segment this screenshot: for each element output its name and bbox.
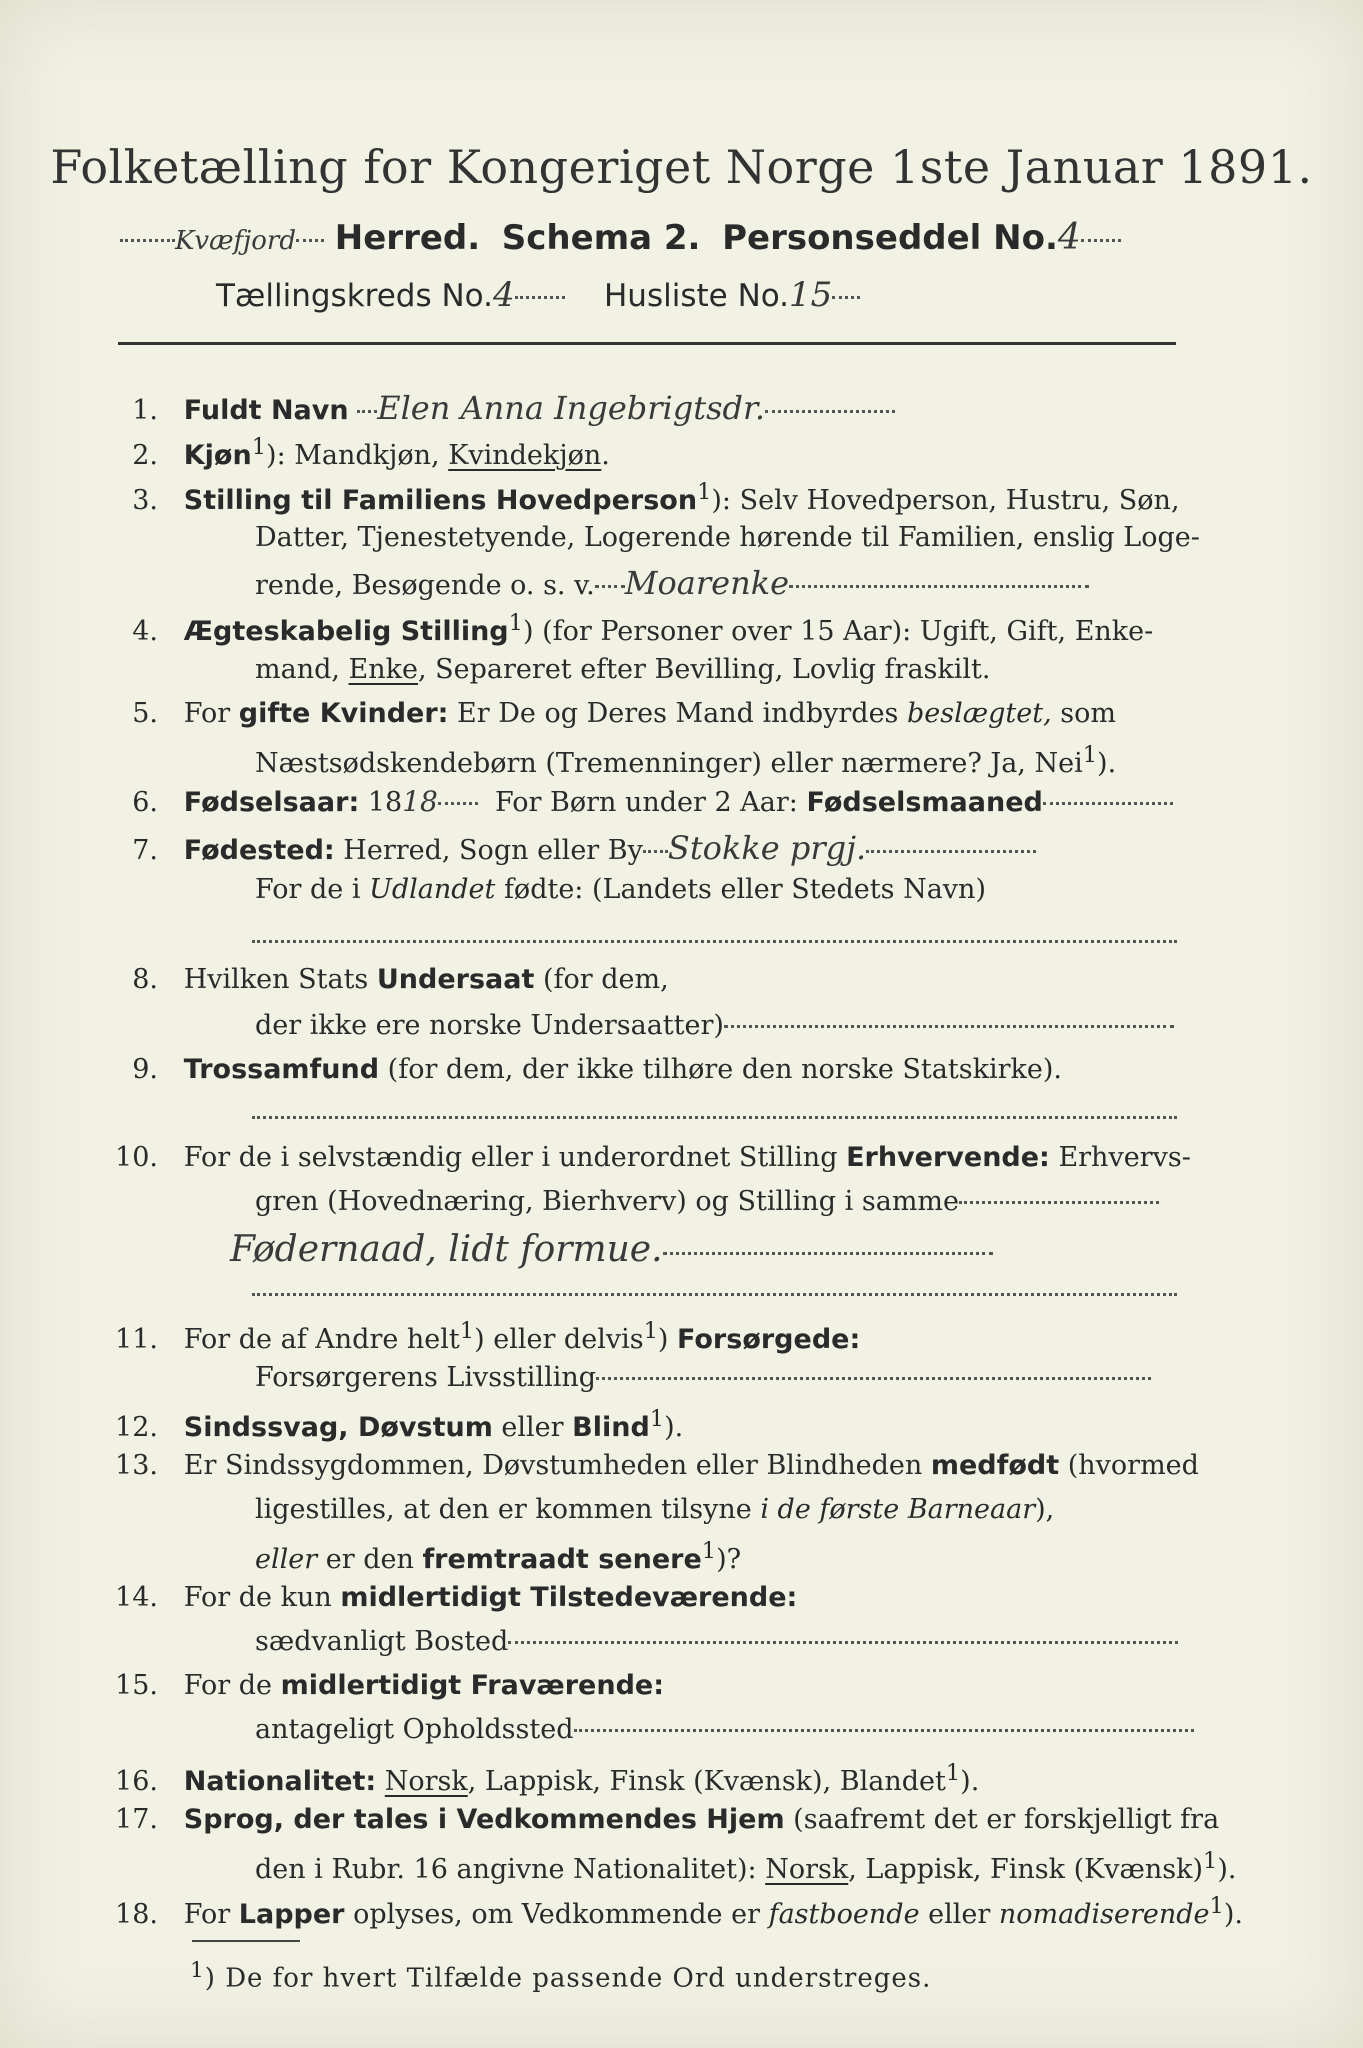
dots <box>866 850 1036 853</box>
blank-line <box>252 940 1177 943</box>
footnote <box>190 1960 931 1992</box>
congenital-label: medfødt <box>930 1450 1060 1481</box>
item-11-line2 <box>255 1364 1151 1391</box>
item-4 <box>88 612 1153 645</box>
footnote-mark: 1 <box>1209 1893 1224 1919</box>
dots <box>724 1025 1174 1028</box>
text: Herred, Sogn eller By <box>343 835 643 866</box>
dots <box>574 1729 1194 1732</box>
footnote-text: ) De for hvert Tilfælde passende Ord understreges. <box>204 1963 932 1994</box>
dots <box>789 585 1089 588</box>
text: For <box>183 1899 239 1930</box>
text: (saafremt det er forskjelligt fra <box>784 1804 1220 1835</box>
item-number: 12. <box>115 1412 158 1443</box>
footnote-mark: 1 <box>459 1318 475 1344</box>
text: Hvilken Stats <box>183 964 377 995</box>
herred-value: Kvæfjord <box>175 226 296 256</box>
text: For de i <box>255 874 370 905</box>
family-position-label: Stilling til Familiens Hovedperson <box>183 485 698 516</box>
family-position-value: Moarenke <box>624 564 790 602</box>
text: (for dem, der ikke tilhøre den norske Statskirke). <box>379 1054 1062 1085</box>
text: Er Sindssygdommen, Døvstumheden eller Blindheden <box>183 1450 931 1481</box>
text: Forsørgerens Livsstilling <box>255 1362 597 1393</box>
text: antageligt Opholdssted <box>255 1714 574 1745</box>
nationality-selected: Norsk <box>384 1766 468 1797</box>
gender-label: Kjøn <box>183 440 252 471</box>
item-2 <box>88 436 610 469</box>
text: Er De og Deres Mand indbyrdes <box>448 698 907 729</box>
text: eller <box>919 1899 999 1930</box>
text: Erhvervs- <box>1049 1142 1191 1173</box>
item-3 <box>88 481 1180 514</box>
text: Udlandet <box>369 874 496 905</box>
personseddel-value: 4 <box>1057 217 1081 258</box>
text: ) eller delvis <box>474 1324 644 1355</box>
item-number: 14. <box>115 1582 158 1613</box>
text: eller <box>492 1412 573 1443</box>
item-13-line2 <box>255 1496 1054 1523</box>
text: sædvanligt Bosted <box>255 1626 509 1657</box>
birth-year-prefix: 18 <box>367 787 403 818</box>
item-13-line3 <box>255 1540 741 1573</box>
text: Næstsødskendebørn (Tremenninger) eller nærmere? Ja, Nei <box>255 748 1083 779</box>
temporarily-present-label: midlertidigt Tilstedeværende: <box>340 1582 798 1613</box>
occupation-value: Fødernaad, lidt formue. <box>230 1229 663 1270</box>
nationality-label: Nationalitet: <box>183 1766 377 1797</box>
item-18 <box>88 1895 1243 1928</box>
text: ): Selv Hovedperson, Hustru, Søn, <box>711 485 1180 516</box>
footnote-mark: 1 <box>643 1318 658 1344</box>
personseddel-label: Personseddel No. <box>722 218 1058 258</box>
item-number: 2. <box>132 440 158 471</box>
text: For <box>183 698 239 729</box>
item-17-line2 <box>255 1850 1237 1883</box>
footnote-mark: 1 <box>508 610 523 636</box>
header-rule <box>118 342 1176 345</box>
footnote-mark: 1 <box>1203 1848 1218 1874</box>
birthplace-value: Stokke prgj. <box>667 829 867 867</box>
later-onset-label: fremtraadt senere <box>422 1544 702 1575</box>
full-name-label: Fuldt Navn <box>183 395 349 426</box>
text: fødte: (Landets eller Stedets Navn) <box>495 874 986 905</box>
punct: ). <box>1217 1854 1237 1885</box>
item-8-line2 <box>255 1012 1174 1039</box>
item-10-line2 <box>255 1188 1159 1215</box>
birth-year-value: 18 <box>402 785 438 818</box>
temporarily-absent-label: midlertidigt Fraværende: <box>280 1670 665 1701</box>
punct: ). <box>960 1766 980 1797</box>
item-number: 17. <box>115 1804 158 1835</box>
text: eller <box>255 1544 318 1575</box>
language-label: Sprog, der tales i Vedkommendes Hjem <box>183 1804 785 1835</box>
text: For de <box>183 1670 281 1701</box>
item-number: 4. <box>132 616 158 647</box>
herred-line <box>120 217 1121 258</box>
language-selected: Norsk <box>765 1854 849 1885</box>
supported-label: Forsørgede: <box>677 1324 861 1355</box>
text: ) (for Personer over 15 Aar): Ugift, Gift, Enke- <box>522 616 1154 647</box>
birth-month-label: Fødselsmaaned <box>806 787 1043 818</box>
form-title: Folketælling for Kongeriget Norge 1ste Januar 1891. <box>50 140 1313 194</box>
citizenship-label: Undersaat <box>376 964 535 995</box>
item-17 <box>88 1806 1219 1833</box>
item-8 <box>88 966 669 993</box>
text: Datter, Tjenestetyende, Logerende hørende til Familien, enslig Loge- <box>255 522 1200 553</box>
dots <box>765 410 895 413</box>
text: , Separeret efter Bevilling, Lovlig fraskilt. <box>418 654 991 685</box>
dots <box>515 296 565 299</box>
birthplace-label: Fødested: <box>183 835 335 866</box>
text: ligestilles, at den er kommen tilsyne <box>255 1494 761 1525</box>
disability-label: Sindssvag, Døvstum <box>183 1412 493 1443</box>
gender-options: ): Mandkjøn, <box>266 440 449 471</box>
item-7-line2 <box>255 876 986 903</box>
marital-status-selected: Enke <box>348 654 418 685</box>
marital-status-label: Ægteskabelig Stilling <box>183 616 509 647</box>
item-number: 10. <box>115 1142 158 1173</box>
text: beslægtet, <box>906 698 1052 729</box>
blind-label: Blind <box>572 1412 650 1443</box>
dots <box>1043 802 1173 805</box>
footnote-mark: 1 <box>190 1958 205 1983</box>
dots <box>959 1201 1159 1204</box>
item-12 <box>88 1408 683 1441</box>
item-14 <box>88 1584 797 1611</box>
dots <box>596 1377 1151 1380</box>
text: i de første Barneaar <box>760 1494 1036 1525</box>
item-16 <box>88 1762 979 1795</box>
text: (for dem, <box>534 964 669 995</box>
occupation-label: Erhvervende: <box>846 1142 1050 1173</box>
item-number: 3. <box>132 485 158 516</box>
husliste-value: 15 <box>789 275 833 315</box>
item-number: 9. <box>132 1054 158 1085</box>
lapps-label: Lapper <box>238 1899 345 1930</box>
footnote-mark: 1 <box>1082 742 1098 768</box>
item-10 <box>88 1144 1191 1171</box>
item-6 <box>88 785 1173 818</box>
text: den i Rubr. 16 angivne Nationalitet): <box>255 1854 766 1885</box>
text: der ikke ere norske Undersaatter) <box>255 1010 724 1041</box>
text: rende, Besøgende o. s. v. <box>255 570 595 601</box>
item-number: 11. <box>115 1324 158 1355</box>
herred-label: Herred. <box>334 218 481 258</box>
text: , Lappisk, Finsk (Kvænsk), Blandet <box>467 1766 946 1797</box>
gender-selected: Kvindekjøn <box>448 440 602 471</box>
dots <box>438 802 478 805</box>
religion-label: Trossamfund <box>183 1054 380 1085</box>
item-13 <box>88 1452 1199 1479</box>
punct: ). <box>1223 1899 1243 1930</box>
dots <box>357 410 377 413</box>
text: er den <box>317 1544 423 1575</box>
dots <box>832 296 860 299</box>
item-15-line2 <box>255 1716 1194 1743</box>
footnote-mark: 1 <box>649 1406 665 1432</box>
item-14-line2 <box>255 1628 1178 1655</box>
text: som <box>1051 698 1116 729</box>
footnote-mark: 1 <box>697 479 712 505</box>
footnote-mark: 1 <box>251 434 267 460</box>
text: For de i selvstændig eller i underordnet Stilling <box>183 1142 847 1173</box>
punct: ). <box>664 1412 684 1443</box>
item-5 <box>88 700 1116 727</box>
full-name-value: Elen Anna Ingebrigtsdr. <box>377 389 765 427</box>
text: nomadiserende <box>998 1899 1210 1930</box>
text: (hvormed <box>1059 1450 1199 1481</box>
text: For de kun <box>183 1582 341 1613</box>
footnote-mark: 1 <box>945 1760 961 1786</box>
blank-line <box>252 1293 1177 1296</box>
text: fastboende <box>768 1899 920 1930</box>
item-number: 6. <box>132 787 158 818</box>
husliste-label: Husliste No. <box>604 278 790 314</box>
item-number: 1. <box>132 395 158 426</box>
item-15 <box>88 1672 664 1699</box>
item-number: 13. <box>115 1450 158 1481</box>
item-1 <box>88 389 895 427</box>
dots <box>643 850 668 853</box>
item-number: 8. <box>132 964 158 995</box>
text: )? <box>716 1544 742 1575</box>
dots <box>508 1641 1178 1644</box>
dots <box>120 239 175 242</box>
dots <box>663 1252 993 1255</box>
item-number: 18. <box>115 1899 158 1930</box>
item-number: 5. <box>132 698 158 729</box>
item-number: 7. <box>132 835 158 866</box>
text: oplyses, om Vedkommende er <box>344 1899 769 1930</box>
punct: . <box>601 440 610 471</box>
item-number: 16. <box>115 1766 158 1797</box>
dots <box>595 585 625 588</box>
kreds-label: Tællingskreds No. <box>216 278 493 314</box>
item-9 <box>88 1056 1062 1083</box>
birth-year-label: Fødselsaar: <box>183 787 360 818</box>
text: , Lappisk, Finsk (Kvænsk) <box>848 1854 1204 1885</box>
item-4-line2 <box>255 656 990 683</box>
footnote-rule <box>192 1940 300 1942</box>
text: gren (Hovednæring, Bierhverv) og Stilling i samme <box>255 1186 960 1217</box>
item-number: 15. <box>115 1670 158 1701</box>
kreds-line <box>216 275 860 315</box>
text: For de af Andre helt <box>183 1324 460 1355</box>
blank-line <box>252 1116 1177 1119</box>
dots <box>1081 239 1121 242</box>
schema-label: Schema 2. <box>501 218 701 258</box>
item-11: 11. For de af Andre helt$^1$) eller delvis$^1$) Forsørgede: <box>88 1320 860 1353</box>
item-5-line2: Næstsødskendebørn (Tremenninger) eller nærmere? Ja, Nei$^1$). <box>255 742 1117 779</box>
kreds-value: 4 <box>492 275 515 315</box>
text: mand, <box>255 654 349 685</box>
dots <box>296 239 324 242</box>
item-3-line3 <box>255 564 1089 602</box>
married-women-label: gifte Kvinder: <box>238 698 449 729</box>
footnote-mark: 1 <box>701 1538 717 1564</box>
item-7 <box>88 829 1036 867</box>
text: For Børn under 2 Aar: <box>495 787 798 818</box>
item-10-line3 <box>230 1229 993 1270</box>
text: ), <box>1035 1494 1055 1525</box>
